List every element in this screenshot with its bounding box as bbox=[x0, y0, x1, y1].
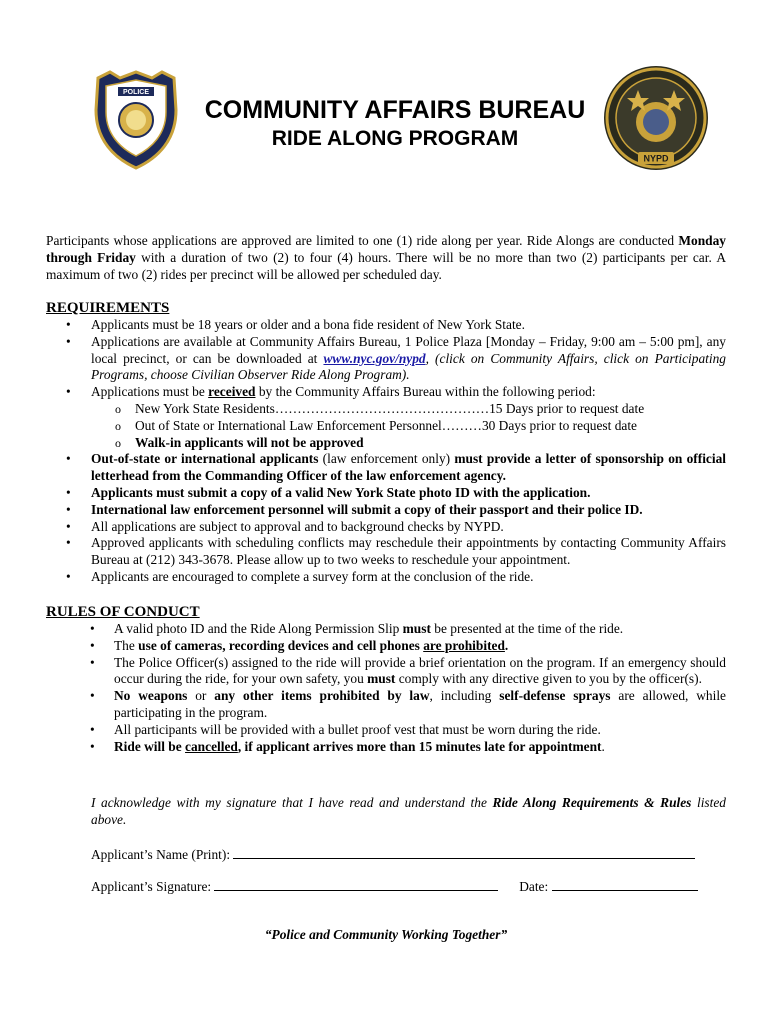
rule-text: The Police Officer(s) assigned to the ride will provide a brief orientation on the program. If an emergency should occur during the ride, for your own safety, you bbox=[114, 654, 726, 687]
deadline-ny-residents: New York State Residents…………………………………………15 Days prior to request date bbox=[135, 400, 645, 416]
signature-input-line[interactable] bbox=[214, 877, 498, 891]
rule-emphasis: self-defense sprays bbox=[499, 688, 611, 704]
sub-list-item bbox=[91, 401, 726, 418]
deadline-sublist bbox=[91, 401, 726, 451]
list-item bbox=[46, 384, 726, 451]
date-input-line[interactable] bbox=[552, 877, 698, 891]
rule-emphasis: No weapons bbox=[114, 688, 188, 704]
rule-text: The bbox=[114, 637, 139, 653]
requirement-photo-id: Applicants must submit a copy of a valid New York State photo ID with the application. bbox=[91, 484, 591, 500]
rule-text: or bbox=[187, 688, 215, 704]
list-item bbox=[46, 722, 726, 739]
list-item bbox=[46, 739, 726, 756]
requirement-passport: International law enforcement personnel will submit a copy of their passport and their police ID. bbox=[91, 501, 643, 517]
requirement-deadline-text-2: by the Community Affairs Bureau within the following period: bbox=[255, 384, 596, 400]
requirements-section bbox=[46, 299, 726, 586]
requirement-background-check: All applications are subject to approval and to background checks by NYPD. bbox=[91, 518, 504, 534]
name-field-row bbox=[91, 845, 726, 864]
page-title: COMMUNITY AFFAIRS BUREAU bbox=[204, 96, 586, 124]
out-of-state-heading: Out-of-state or international applicants bbox=[91, 451, 319, 467]
requirements-list bbox=[46, 317, 726, 586]
list-item bbox=[46, 655, 726, 689]
rules-section bbox=[46, 603, 726, 755]
rule-emphasis: , if applicant arrives more than 15 minutes late for appointment bbox=[237, 738, 602, 754]
intro-days: Monday through Friday bbox=[46, 233, 726, 265]
rule-text: A valid photo ID and the Ride Along Permission Slip bbox=[114, 621, 403, 636]
intro-text-1: Participants whose applications are approved are limited to one (1) ride along per year. Ride Alongs are conducted bbox=[46, 233, 679, 248]
list-item bbox=[46, 485, 726, 502]
ack-text: I acknowledge with my signature that I have read and understand the bbox=[91, 795, 493, 810]
list-item bbox=[46, 451, 726, 485]
list-item bbox=[46, 621, 726, 638]
svg-text:POLICE: POLICE bbox=[122, 89, 150, 96]
signature-label: Applicant’s Signature: bbox=[91, 879, 212, 894]
nypd-website-link[interactable]: www.nyc.gov/nypd bbox=[323, 350, 426, 366]
list-item bbox=[46, 334, 726, 384]
rule-text: , including bbox=[429, 688, 500, 704]
deadline-out-of-state: Out of State or International Law Enforcement Personnel………30 Days prior to request date bbox=[135, 417, 638, 433]
out-of-state-requirement: must provide a letter of sponsorship on official letterhead from the Commanding Officer of the law enforcement agency. bbox=[91, 451, 726, 484]
list-item bbox=[46, 317, 726, 334]
list-item bbox=[46, 535, 726, 569]
rule-emphasis: any other items prohibited by law bbox=[214, 688, 430, 704]
rules-list bbox=[46, 621, 726, 755]
shield-icon bbox=[92, 70, 180, 170]
rule-emphasis: must bbox=[367, 671, 396, 687]
out-of-state-note: (law enforcement only) bbox=[318, 451, 455, 467]
date-label: Date: bbox=[519, 879, 549, 894]
rule-emphasis-underline: cancelled bbox=[185, 738, 238, 754]
intro-text-2: with a duration of two (2) to four (4) hours. There will be no more than two (2) participants per car. A maximum of two (2) rides per precinct will be allowed per scheduled day. bbox=[46, 249, 726, 282]
rules-heading: RULES OF CONDUCT bbox=[46, 604, 200, 620]
list-item bbox=[46, 688, 726, 722]
ack-emphasis: Ride Along Requirements & Rules bbox=[492, 795, 692, 810]
rule-emphasis: Ride will be bbox=[114, 738, 186, 754]
ack-text: listed above. bbox=[91, 795, 726, 827]
acknowledgement-text bbox=[91, 795, 726, 829]
requirement-availability: Applications are available at Community Affairs Bureau, 1 Police Plaza [Monday – Friday, 9:00 am – 5:00 pm], any local precinct, or can be downloaded at bbox=[91, 333, 726, 366]
rule-emphasis-underline: are prohibited bbox=[423, 637, 505, 653]
name-label: Applicant’s Name (Print): bbox=[91, 847, 231, 862]
list-item bbox=[46, 502, 726, 519]
list-item bbox=[46, 519, 726, 536]
signature-field-row bbox=[91, 877, 726, 896]
walk-in-notice: Walk-in applicants will not be approved bbox=[135, 434, 364, 450]
list-item bbox=[46, 638, 726, 655]
requirement-age: Applicants must be 18 years or older and a bona fide resident of New York State. bbox=[91, 317, 525, 332]
requirement-received: received bbox=[208, 384, 256, 400]
requirement-reschedule: Approved applicants with scheduling conflicts may reschedule their appointments by contacting Community Affairs Bureau at (212) 343-3678. Please allow up to two weeks to reschedule your appointment. bbox=[91, 535, 726, 568]
rule-text: be presented at the time of the ride. bbox=[430, 621, 624, 636]
rule-text: are allowed, while participating in the program. bbox=[114, 688, 726, 720]
intro-paragraph bbox=[46, 233, 726, 283]
rule-text: comply with any directive given to you by the officer(s). bbox=[395, 671, 702, 687]
name-input-line[interactable] bbox=[233, 845, 695, 859]
page-subtitle: RIDE ALONG PROGRAM bbox=[271, 127, 519, 150]
requirement-deadline-text: Applications must be bbox=[91, 384, 209, 400]
sub-list-item bbox=[91, 418, 726, 435]
list-item bbox=[46, 569, 726, 586]
rule-emphasis: use of cameras, recording devices and cell phones bbox=[138, 637, 424, 653]
requirement-availability-note: , (click on Community Affairs, click on Participating Programs, choose Civilian Observer Ride Along Program). bbox=[91, 350, 726, 383]
requirements-heading: REQUIREMENTS bbox=[46, 300, 170, 316]
motto: “Police and Community Working Together” bbox=[264, 927, 508, 942]
rule-emphasis: must bbox=[402, 621, 431, 636]
rule-text: All participants will be provided with a bullet proof vest that must be worn during the ride. bbox=[114, 721, 601, 737]
rule-text: . bbox=[601, 738, 605, 754]
sub-list-item bbox=[91, 435, 726, 452]
requirement-survey: Applicants are encouraged to complete a survey form at the conclusion of the ride. bbox=[91, 568, 534, 584]
nypd-shield-logo bbox=[92, 70, 180, 170]
svg-text:NYPD: NYPD bbox=[643, 153, 669, 164]
rule-emphasis: . bbox=[504, 637, 509, 653]
